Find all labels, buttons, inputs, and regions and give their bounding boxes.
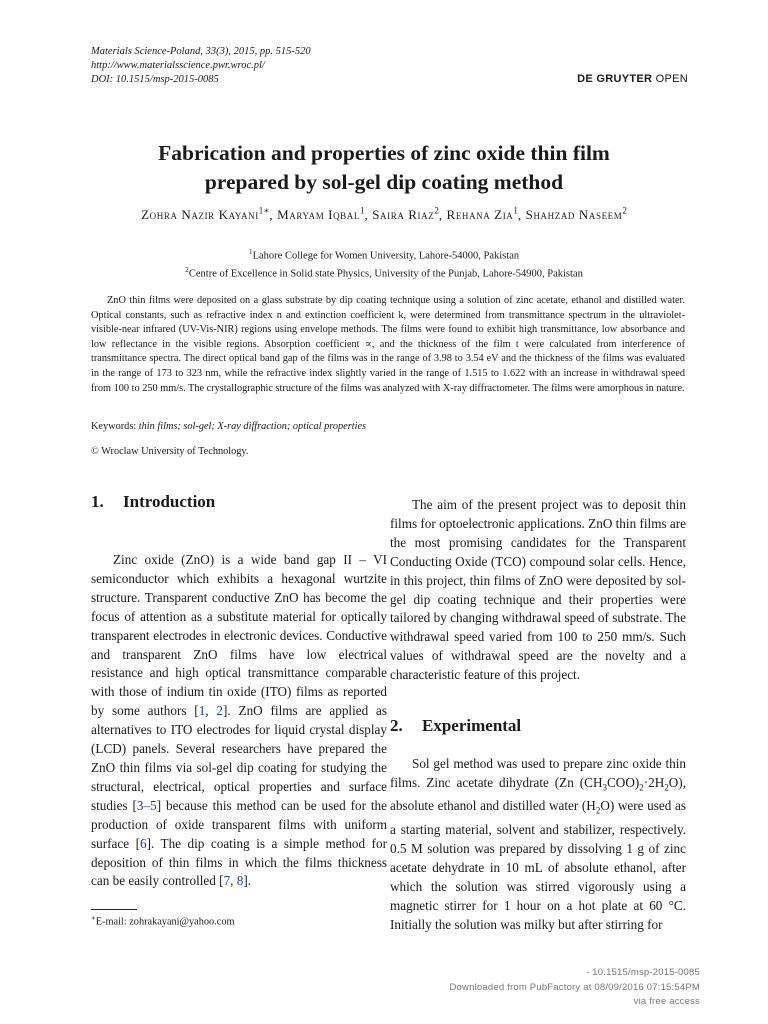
author-affiliation-mark: 1∗ [258, 206, 270, 216]
citation-link[interactable]: 7 [223, 873, 231, 889]
affiliation-mark: 1 [248, 247, 253, 256]
footnote-email[interactable]: E-mail: zohrakayani@yahoo.com [95, 916, 235, 928]
author-affiliation-mark: 2 [622, 206, 627, 216]
subscript: 2 [595, 806, 601, 817]
citation-link[interactable]: 3–5 [136, 797, 157, 813]
download-source: Downloaded from PubFactory at 08/09/2016 07:15:54PM [449, 981, 700, 993]
author-name: Zohra Nazir Kayani [141, 207, 259, 223]
keywords-text: thin films; sol-gel; X-ray diffraction; optical properties [138, 421, 367, 432]
aim-body [390, 496, 686, 685]
section-number: 1. [91, 492, 104, 511]
introduction-body [91, 551, 387, 891]
author-name: Saira Riaz [372, 207, 435, 223]
author-affiliation-mark: 1 [513, 206, 518, 216]
author-affiliation-mark: 1 [359, 206, 365, 216]
section-title: Experimental [422, 716, 522, 735]
footnote-mark: ∗ [91, 914, 96, 922]
publisher-bold: DE GRUYTER [577, 73, 653, 85]
author-name: Rehana Zia [446, 207, 514, 223]
affiliation-mark: 2 [185, 265, 189, 274]
section-number: 2. [390, 716, 403, 735]
keywords-label: Keywords: [91, 421, 137, 432]
author [141, 207, 269, 222]
subscript: 2 [664, 782, 669, 793]
author-name: Shahzad Naseem [525, 207, 623, 223]
download-doi: - 10.1515/msp-2015-0085 [586, 967, 700, 978]
author [277, 207, 364, 222]
subscript: 3 [602, 782, 608, 793]
citation-link[interactable]: 1 [198, 703, 206, 719]
section-title: Introduction [123, 492, 216, 511]
author [447, 207, 518, 222]
footnote-rule [91, 909, 137, 910]
introduction-paragraph: Zinc oxide (ZnO) is a wide band gap II – VI semiconductor which exhibits a hexagonal wurtzite structure. Transparent conductive ZnO has become the focus of attention as a substitute material for optically transparent electrodes in electronic devices. Conductive and transparent ZnO films have low electrical resistance and high optical transmittance comparable with those of indium tin oxide (ITO) films as reported by some authors [1, 2]. ZnO films are applied as alternatives to ITO electrodes for liquid crystal display (LCD) panels. Several researchers have prepared the ZnO thin films via sol-gel dip coating for studying the structural, electrical, optical properties and surface studies [3–5] because this method can be used for the production of oxide transparent films with uniform surface [6]. The dip coating is a simple method for deposition of thin films in which the films thickness can be easily controlled [7, 8]. [91, 552, 387, 889]
publisher-light: OPEN [655, 73, 688, 85]
title-line-1: Fabrication and properties of zinc oxide thin film [158, 141, 610, 165]
affiliation-2 [60, 265, 708, 280]
journal-doi[interactable]: DOI: 10.1515/msp-2015-0085 [91, 74, 219, 85]
footnote [91, 914, 234, 927]
author [372, 207, 439, 222]
section-heading-experimental [390, 716, 521, 736]
author-name: Maryam Iqbal [277, 207, 360, 223]
section-heading-introduction [91, 492, 215, 512]
experimental-paragraph: Sol gel method was used to prepare zinc oxide thin films. Zinc acetate dihydrate (Zn $(CH_3COO)_2\cdot 2H_2O$), absolute ethanol and distilled water $(H_2O)$ were used as a starting material, solvent and stabilizer, respectively. 0.5 M solution was prepared by dissolving 1 g of zinc acetate dehydrate in 10 mL of absolute ethanol, after which the solution was stirred vigorously using a magnetic stirrer for 1 hour on a hot plate at 60 °C. Initially the solution was milky but after stirring for [390, 756, 686, 932]
journal-citation: Materials Science-Poland, 33(3), 2015, pp. 515-520 [91, 46, 311, 57]
affiliation-text: Centre of Excellence in Solid state Physics, University of the Punjab, Lahore-54900, Pakistan [188, 268, 583, 280]
citation-link[interactable]: 6 [139, 835, 147, 851]
author-list: Zohra Nazir Kayani$^{1∗}$, Maryam Iqbal$^1$, Saira Riaz$^2$, Rehana Zia$^1$, Shahzad Naseem$^2$ [141, 206, 627, 223]
experimental-body [390, 755, 686, 934]
affiliation-text: Lahore College for Women University, Lahore-54000, Pakistan [252, 250, 520, 262]
citation-link[interactable]: 2 [216, 703, 224, 719]
aim-paragraph: The aim of the present project was to deposit thin films for optoelectronic applications. ZnO thin films are the most promising candidates for the Transparent Conducting Oxide (TCO) compound solar cells. Hence, in this project, thin films of ZnO were deposited by sol-gel dip coating technique and their properties were tailored by changing withdrawal speed of substrate. The withdrawal speed varied from 100 to 250 mm/s. Such values of withdrawal speed are the novelty and a characteristic feature of this project. [390, 497, 686, 683]
affiliation-1 [60, 247, 708, 262]
journal-info [91, 45, 311, 87]
citation-link[interactable]: 8 [236, 873, 244, 889]
copyright-notice: © Wroclaw University of Technology. [91, 446, 249, 457]
keywords [91, 421, 366, 432]
download-access: via free access [633, 996, 700, 1007]
author-affiliation-mark: 2 [434, 206, 439, 216]
author [526, 207, 627, 222]
publisher-logo [577, 73, 688, 85]
journal-url[interactable]: http://www.materialsscience.pwr.wroc.pl/ [91, 60, 265, 71]
subscript: 2 [639, 782, 644, 793]
paper-title [60, 139, 708, 197]
download-stamp [450, 966, 701, 1010]
abstract: ZnO thin films were deposited on a glass substrate by dip coating technique using a solution of zinc acetate, ethanol and distilled water. Optical constants, such as refractive index n and extinction coefficient k, were determined from transmittance spectrum in the ultraviolet-visible-near infrared (UV-Vis-NIR) regions using envelope methods. The films were found to exhibit high transmittance, low absorbance and low reflectance in the visible regions. Absorption coefficient ∝, and the thickness of the film t were calculated from interference of transmittance spectra. The direct optical band gap of the films was in the range of 3.98 to 3.54 eV and the thickness of the films was evaluated in the range of 173 to 323 nm, while the refractive index slightly varied in the range of 1.515 to 1.622 with an increase in withdrawal speed from 100 to 250 mm/s. The crystallographic structure of the films was analyzed with X-ray diffractometer. The films were amorphous in nature. [91, 295, 685, 394]
title-line-2: prepared by sol-gel dip coating method [204, 170, 564, 194]
